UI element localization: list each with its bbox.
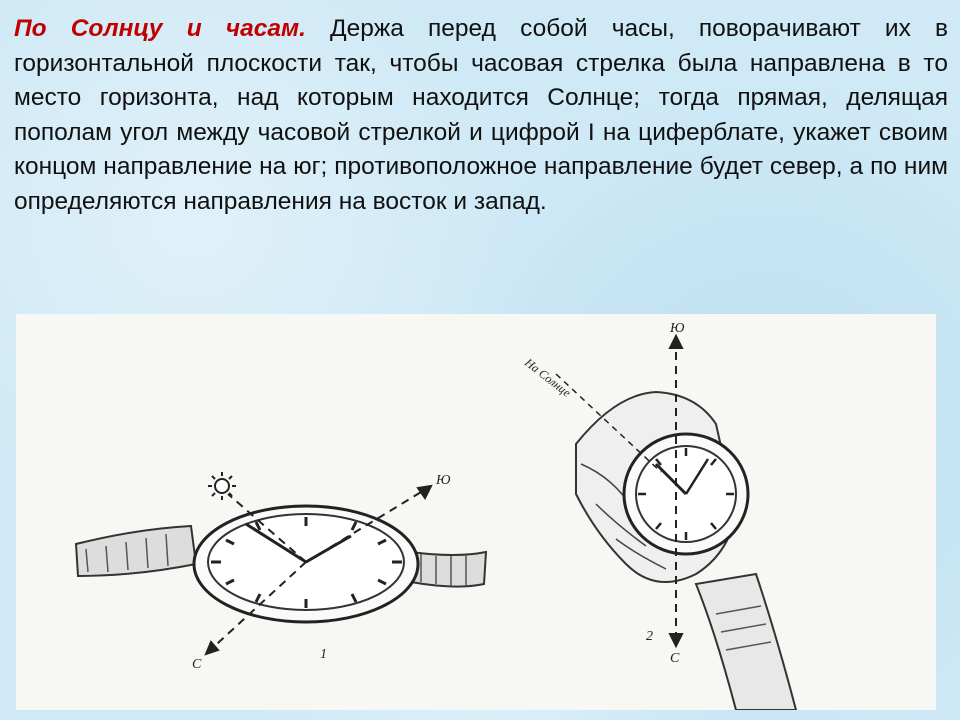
slide-paragraph bbox=[14, 12, 948, 219]
watch-compass-illustration bbox=[16, 314, 936, 710]
fig2-caption: 2 bbox=[646, 629, 653, 644]
fig2-sun-label: На Солнце bbox=[522, 355, 574, 400]
slide-body-text: Держа перед собой часы, поворачивают их в горизонтальной плоскости так, чтобы часовая стрелка была направлена в то место горизонта, над которым находится Солнце; тогда прямая, делящая пополам угол между часовой стрелкой и цифрой I на циферблате, укажет своим концом направление на юг; противоположное направление будет север, а по ним определяются направления на восток и запад. bbox=[14, 15, 948, 215]
fig2-south-label: С bbox=[670, 651, 680, 666]
fig1-caption: 1 bbox=[320, 647, 327, 662]
fig2-north-label: Ю bbox=[670, 321, 685, 336]
illustration-drawing bbox=[16, 314, 936, 710]
fig1-north-label: Ю bbox=[436, 473, 451, 488]
figure-1-watch bbox=[76, 472, 486, 654]
fig1-south-label: С bbox=[192, 657, 202, 672]
slide-heading: По Солнцу и часам. bbox=[14, 15, 306, 42]
